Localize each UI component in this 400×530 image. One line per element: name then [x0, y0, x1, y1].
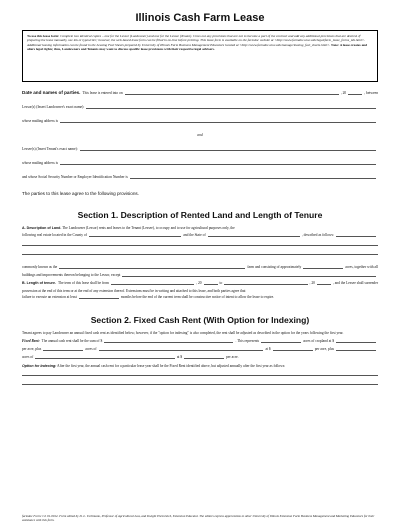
buildings-label: buildings and improvements thereon belonging to the Lessor, except	[22, 273, 121, 277]
state-field[interactable]	[208, 233, 300, 237]
date-field[interactable]	[125, 91, 339, 95]
instructions-lead: To use this lease form:	[27, 34, 60, 38]
lessor-address-row	[22, 119, 378, 123]
county-row	[22, 233, 378, 237]
county-field[interactable]	[89, 233, 181, 237]
lessee-name-field[interactable]	[80, 147, 376, 151]
tenure-tail: , and the Lessee shall surrender	[332, 281, 379, 285]
document-title: Illinois Cash Farm Lease	[135, 12, 265, 24]
lessee-label: Lessee(s) (Insert Tenant's exact name):	[22, 147, 78, 151]
fixed-rent-text: The annual cash rent shall be the sum of $	[41, 339, 103, 343]
lessee-address-field[interactable]	[60, 161, 376, 165]
description-field[interactable]	[336, 233, 376, 237]
cropland-rate-field[interactable]	[336, 339, 376, 343]
tenure-row	[22, 281, 378, 285]
description-line-2[interactable]	[22, 246, 378, 255]
lessee-row	[22, 147, 378, 151]
fixed-rent-label: Fixed Rent:	[22, 339, 40, 343]
tenure-to-field[interactable]	[224, 281, 307, 285]
instructions-note: Note: A lease creates and alters legal rights; thus, Landowners and Tenants may want to discuss specific lease provisions with their respective legal advisers.	[27, 42, 368, 52]
cropland-acres-field[interactable]	[261, 339, 301, 343]
option-indexing-label: Option for Indexing:	[22, 364, 57, 368]
form-footer: farmdoc Form: CL 01-0912. Form edited by D. L. Uchtmann, Professor of Agricultural Law, and Dwight Ehrenreich, Extension Educator. The editors express appreciation to other University of Illinois Extension Farm Business Management and Marketing Educators for their assistance with this form.	[22, 514, 375, 522]
other-acres-2-field[interactable]	[336, 347, 376, 351]
at-1: at $	[265, 347, 271, 351]
other-type-2-field[interactable]	[35, 355, 175, 359]
acres-field[interactable]	[303, 265, 343, 269]
parties-header: Date and names of parties.	[22, 90, 81, 95]
exceptions-field[interactable]	[122, 273, 376, 277]
tenure-year1-field[interactable]	[204, 281, 218, 285]
tenure-notice-label: failure to execute an extension at least	[22, 295, 77, 299]
lessor-address-label: whose mailing address is	[22, 119, 59, 123]
tenure-para-2: possession at the end of this term or at the end of any extension thereof. Extensions must be in writing and attached to this lease, and both parties agree that	[22, 289, 246, 293]
acres-together-label: acres, together with all	[345, 265, 378, 269]
tenure-notice-row	[22, 295, 378, 299]
tenure-year2-prefix: , 20	[309, 281, 315, 285]
farm-consisting-label: farm and consisting of approximately	[247, 265, 302, 269]
lessor-row	[22, 105, 378, 109]
section2-title: Section 2. Fixed Cash Rent (With Option for Indexing)	[90, 315, 310, 325]
date-intro: This lease is entered into on	[82, 91, 123, 95]
lease-page	[0, 12, 400, 530]
state-label: and the State of	[183, 233, 206, 237]
tenure-year1-prefix: , 20	[196, 281, 202, 285]
and-row	[22, 133, 378, 137]
section2-intro: Tenant agrees to pay Landowner an annual fixed cash rent as identified below; however, if the "option for indexing" is also completed, the rent shall be adjusted as described in the option for the years following the first year.	[22, 331, 344, 335]
at-2: at $	[176, 355, 183, 359]
option-indexing-text: After the first year, the annual cash rent for a particular lease year shall be the Fixed Rent identified above, but adjusted annually after the first year as follows:	[57, 364, 286, 368]
per-acre-end: per acre.	[226, 355, 239, 359]
acres-of-2: acres of	[22, 355, 34, 359]
fixed-rent-row	[22, 339, 378, 343]
other-type-1-field[interactable]	[99, 347, 264, 351]
tenure-to-label: to	[219, 281, 223, 285]
section1-title: Section 1. Description of Rented Land and Length of Tenure	[77, 210, 323, 220]
year-field[interactable]	[348, 91, 362, 95]
year-prefix: , 20	[340, 91, 347, 95]
date-row	[22, 90, 378, 95]
notice-months-field[interactable]	[79, 295, 119, 299]
described-label: , described as follows:	[301, 233, 335, 237]
tenure-notice-tail: months before the end of the current term shall be constructive notice of intent to allow the lease to expire.	[120, 295, 275, 299]
acres-of-1: acres of	[85, 347, 97, 351]
instructions-body: Complete two identical copies – one for the Lessor (Landowner) and one for the Lessee (Tenant). Cross out any provisions that are not to become a part of the contract and add any additional provisions that are desired. If preparing the lease manually, use ink or typewriter; however, the web-based lease form can be filled in on-line before printing. This lease form is available on the farmdoc website at <http://www.farmdoc.uiuc.edu/legal/farm_lease_forms_idx.html>. Additional leasing information can be found in the Leasing Fact Sheets prepared by University of Illinois Farm Business Management Educators located at <http://www.farmdoc.uiuc.edu/manage/leasing_fact_sheets.html>.	[27, 34, 366, 47]
farm-name-field[interactable]	[59, 265, 245, 269]
other-acres-row-1	[22, 347, 378, 351]
indexing-line-1[interactable]	[22, 369, 378, 376]
lessee-address-label: whose mailing address is	[22, 161, 59, 165]
section1-a-text: The Landowner (Lessor) rents and leases to the Tenant (Lessee), to occupy and to use for agricultural purposes only, the	[62, 226, 235, 230]
cropland-label: acres of cropland at $	[303, 339, 334, 343]
between-text: , between	[364, 91, 378, 95]
tenure-year2-field[interactable]	[317, 281, 331, 285]
instructions-box	[22, 30, 378, 82]
county-label: following real estate located in the County of	[22, 233, 87, 237]
other-rate-1-field[interactable]	[273, 347, 313, 351]
ssn-row	[22, 175, 378, 179]
agree-row	[22, 191, 378, 196]
ssn-field[interactable]	[130, 175, 376, 179]
tenure-from-label: The term of this lease shall be from	[57, 281, 109, 285]
ssn-label: and whose Social Security Number or Employer Identification Number is	[22, 175, 128, 179]
other-rate-2-field[interactable]	[184, 355, 224, 359]
represents-label: . This represents	[235, 339, 260, 343]
description-line-1[interactable]	[22, 237, 378, 246]
section1-a-label: A. Description of Land.	[22, 226, 62, 230]
known-as-label: commonly known as the	[22, 265, 58, 269]
buildings-row	[22, 273, 378, 277]
other-acres-1-field[interactable]	[43, 347, 83, 351]
section1-a-para	[22, 226, 378, 231]
lessor-name-field[interactable]	[86, 105, 376, 109]
section1-b-label: B. Length of tenure.	[22, 281, 56, 285]
lessee-address-row	[22, 161, 378, 165]
and-text: and	[197, 133, 203, 137]
agree-text: The parties to this lease agree to the following provisions.	[22, 191, 139, 196]
lessor-label: Lessor(s) (Insert Landowner's exact name):	[22, 105, 85, 109]
per-acre-plus-1: per acre, plus	[22, 347, 42, 351]
other-acres-row-2	[22, 355, 378, 359]
tenure-from-field[interactable]	[111, 281, 194, 285]
per-acre-plus-2: per acre, plus	[314, 347, 334, 351]
indexing-line-2[interactable]	[22, 376, 378, 385]
known-as-row	[22, 265, 378, 269]
fixed-rent-sum-field[interactable]	[104, 339, 233, 343]
lessor-address-field[interactable]	[60, 119, 376, 123]
